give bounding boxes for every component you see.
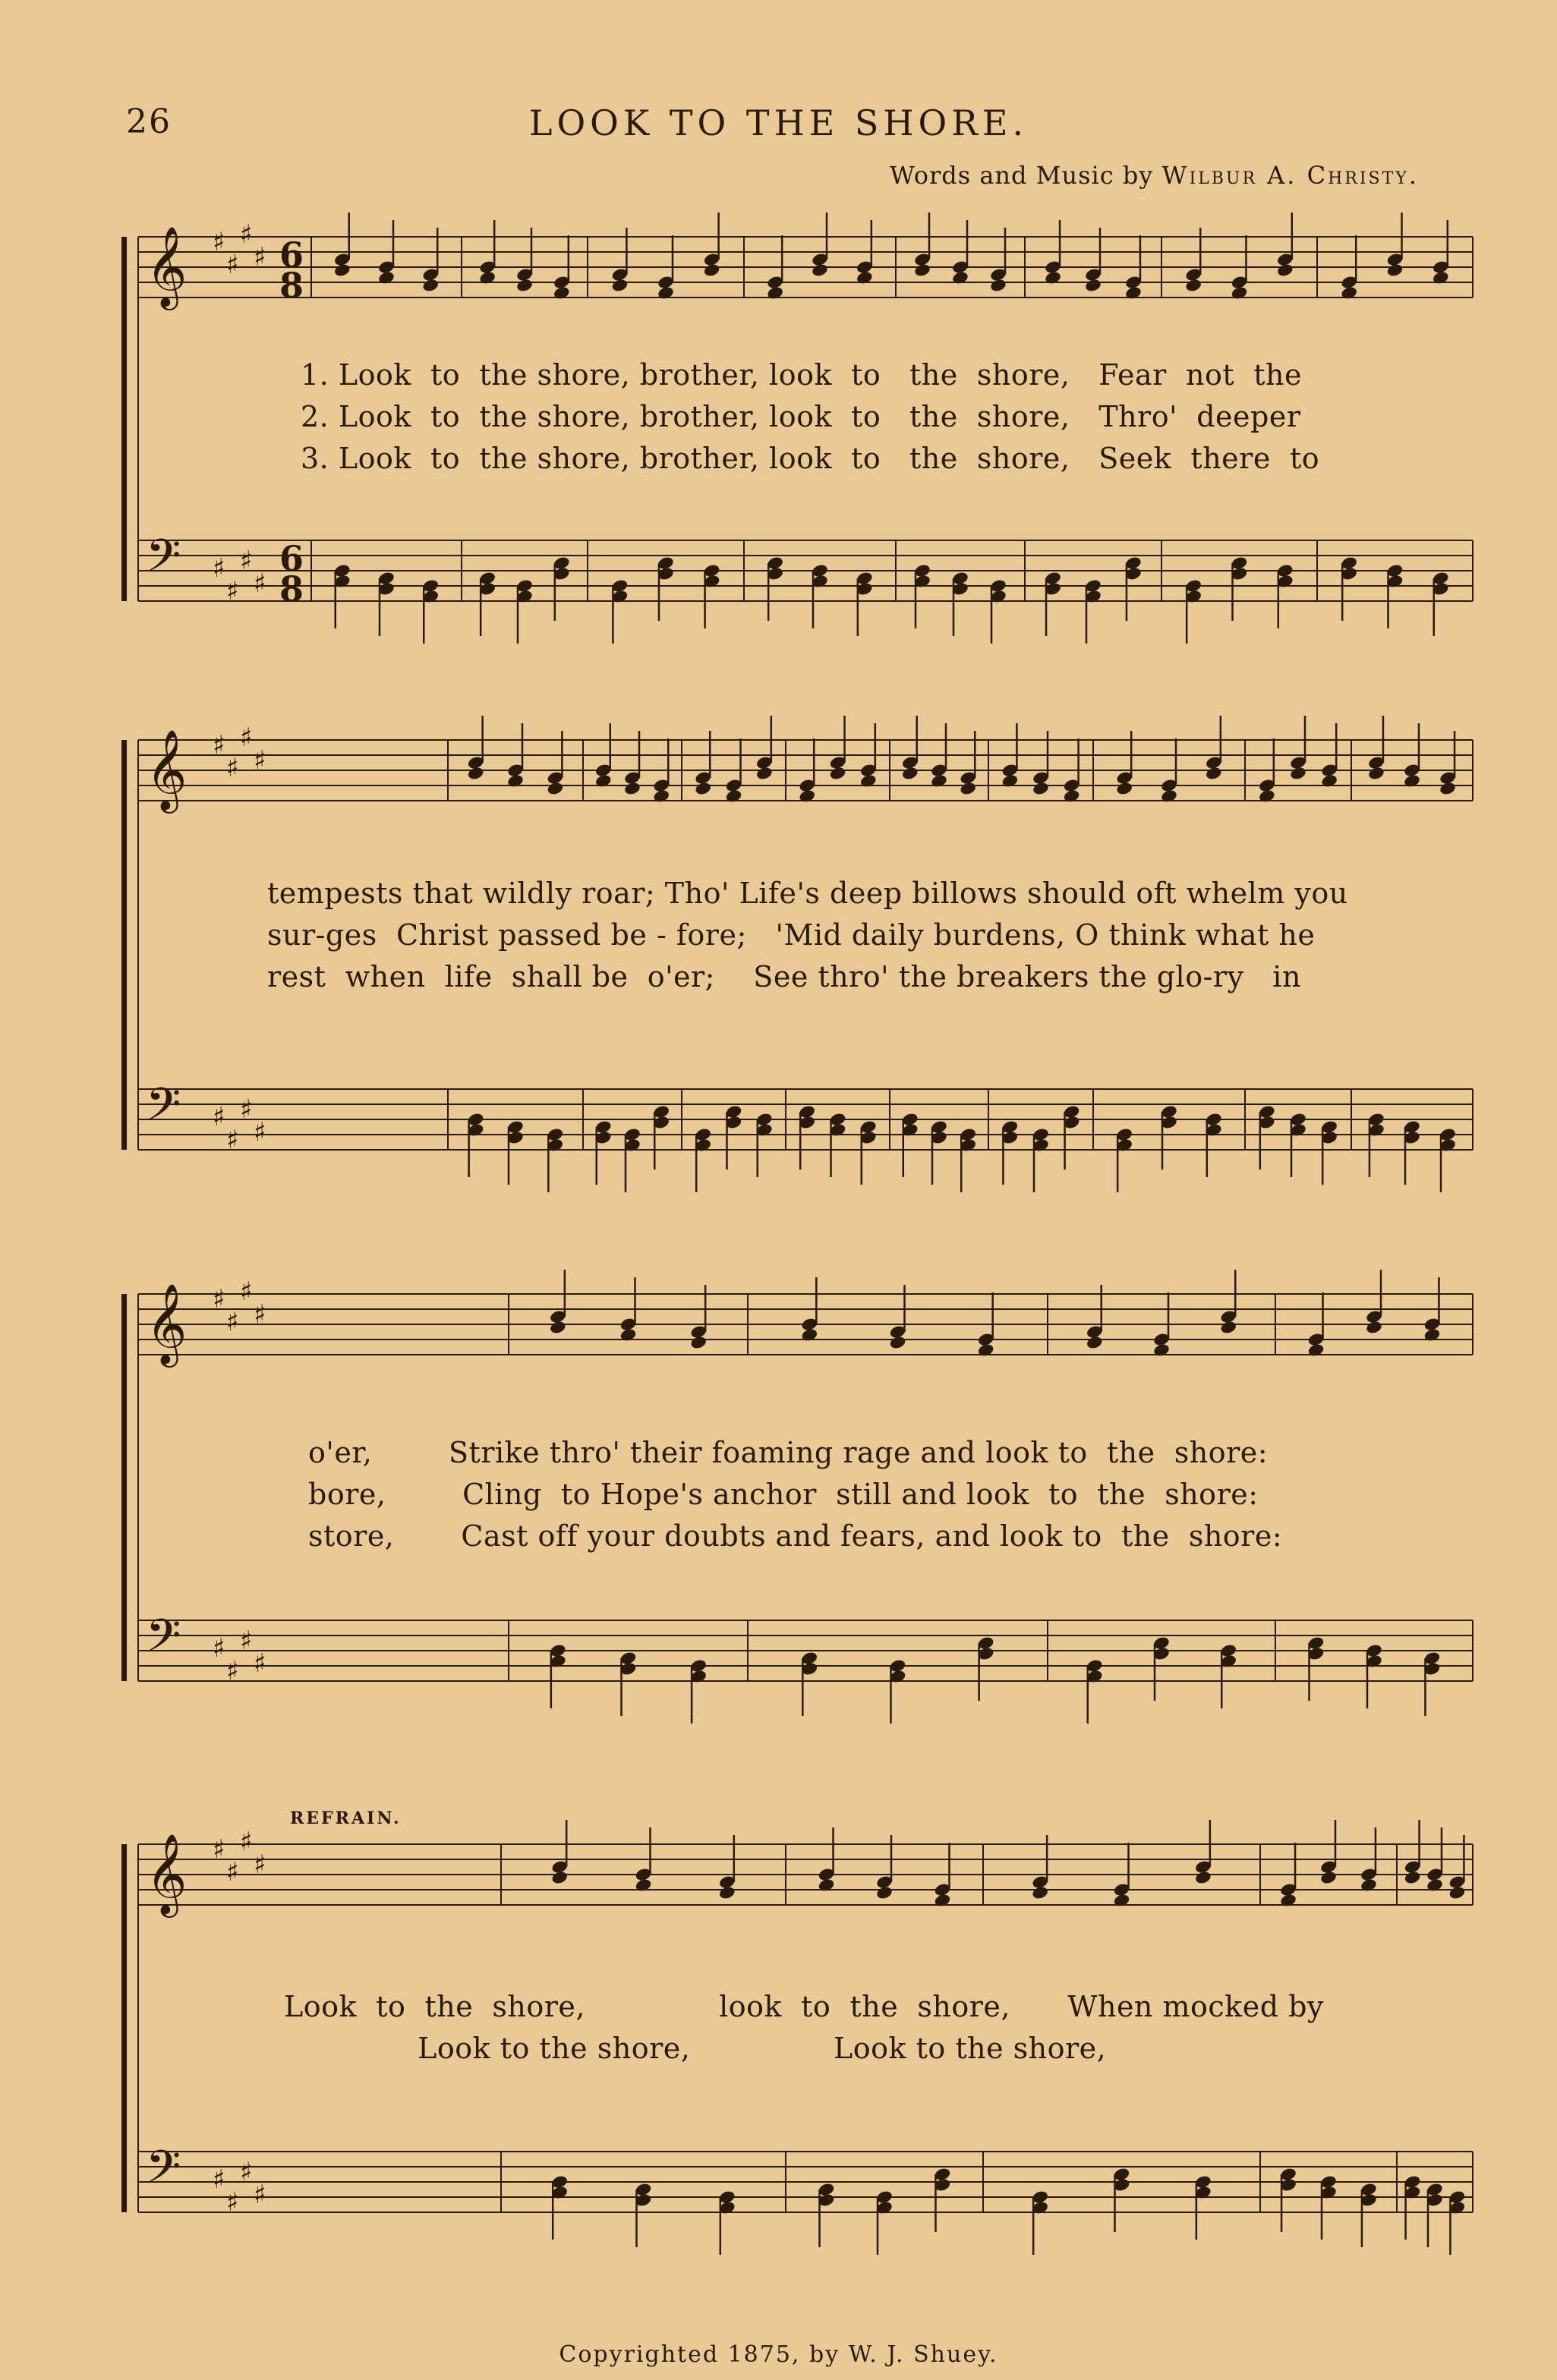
note-head <box>694 781 712 796</box>
lyric-line: Look to the shore, Look to the shore, <box>284 2032 1107 2065</box>
lyric-line: 1. Look to the shore, brother, look to the shore, Fear not the <box>301 358 1303 392</box>
note-head <box>1115 781 1133 796</box>
lyric-line: bore, Cling to Hope's anchor still and look to the shore: <box>308 1478 1259 1511</box>
note-head <box>333 263 351 278</box>
score-system-2 <box>121 722 1480 1184</box>
sharp-sign: ♯ <box>240 722 253 753</box>
sharp-sign: ♯ <box>226 1857 239 1887</box>
music-system-3 <box>121 1260 1480 1715</box>
copyright-notice: Copyrighted 1875, by W. J. Shuey. <box>559 2341 998 2368</box>
note-head <box>547 781 565 796</box>
treble-clef: 𝄞 <box>146 225 188 307</box>
lyric-line: store, Cast off your doubts and fears, and look to the shore: <box>308 1519 1283 1553</box>
lyric-line: 2. Look to the shore, brother, look to the shore, Thro' deeper <box>301 400 1301 433</box>
sharp-sign: ♯ <box>254 745 266 776</box>
note-head <box>1439 781 1457 796</box>
music-system-4 <box>121 1791 1480 2246</box>
note-head <box>913 263 931 278</box>
note-head <box>1219 1320 1237 1335</box>
bass-clef: 𝄢 <box>146 2140 181 2204</box>
sharp-sign: ♯ <box>240 2157 253 2187</box>
page-number: 26 <box>126 102 172 141</box>
sharp-sign: ♯ <box>226 1656 239 1686</box>
note-head <box>1205 766 1223 781</box>
note-head <box>703 263 721 278</box>
music-system-2 <box>121 722 1480 1184</box>
note-head <box>1386 263 1404 278</box>
bass-clef: 𝄢 <box>146 1078 181 1141</box>
sharp-sign: ♯ <box>213 1284 225 1314</box>
sharp-sign: ♯ <box>213 1633 225 1664</box>
sharp-sign: ♯ <box>226 2187 239 2218</box>
note-head <box>549 1320 567 1335</box>
sharp-sign: ♯ <box>254 1299 266 1330</box>
note-head <box>889 1335 907 1350</box>
note-head <box>1086 1335 1104 1350</box>
note-head <box>1367 766 1385 781</box>
sharp-sign: ♯ <box>226 576 239 606</box>
sharp-sign: ♯ <box>240 1277 253 1307</box>
note-head <box>959 781 977 796</box>
sharp-sign: ♯ <box>213 553 225 584</box>
system-bracket <box>121 237 127 601</box>
treble-clef: 𝄞 <box>146 1283 188 1364</box>
note-head <box>901 766 919 781</box>
lyric-line: Look to the shore, look to the shore, When mocked by <box>284 1990 1324 2023</box>
note-head <box>1404 1870 1422 1885</box>
note-head <box>1289 766 1307 781</box>
note-head <box>467 766 485 781</box>
time-signature-top: 6 <box>279 235 304 275</box>
note-head <box>829 766 847 781</box>
sharp-sign: ♯ <box>213 1834 225 1865</box>
credit-prefix: Words and Music by <box>889 161 1154 190</box>
lyric-line: tempests that wildly roar; Tho' Life's deep billows should oft whelm you <box>267 877 1348 910</box>
sharp-sign: ♯ <box>240 1827 253 1857</box>
song-title: LOOK TO THE SHORE. <box>528 102 1029 143</box>
note-head <box>1365 1320 1383 1335</box>
sharp-sign: ♯ <box>240 1626 253 1656</box>
credit-author: Wilbur A. Christy. <box>1161 161 1419 190</box>
bass-clef: 𝄢 <box>146 529 181 593</box>
note-head <box>1032 781 1050 796</box>
sharp-sign: ♯ <box>254 242 266 272</box>
music-system-1 <box>121 214 1480 639</box>
note-head <box>718 1885 736 1900</box>
note-head <box>755 766 774 781</box>
treble-clef: 𝄞 <box>146 1833 188 1914</box>
time-signature-bottom: 8 <box>279 265 304 306</box>
note-head <box>1031 1885 1049 1900</box>
sharp-sign: ♯ <box>240 1094 253 1125</box>
sharp-sign: ♯ <box>240 546 253 576</box>
note-head <box>689 1335 708 1350</box>
sharp-sign: ♯ <box>213 227 225 257</box>
note-head <box>989 278 1007 293</box>
note-head <box>421 278 440 293</box>
credit-line <box>890 161 1419 190</box>
sharp-sign: ♯ <box>254 2180 266 2210</box>
lyric-line: o'er, Strike thro' their foaming rage and look to the shore: <box>308 1436 1269 1469</box>
bass-clef: 𝄢 <box>146 1609 181 1673</box>
sharp-sign: ♯ <box>226 1125 239 1155</box>
note-head <box>1194 1870 1212 1885</box>
sharp-sign: ♯ <box>240 219 253 250</box>
time-signature-bottom: 8 <box>279 568 304 609</box>
sharp-sign: ♯ <box>213 1102 225 1132</box>
note-head <box>1276 263 1294 278</box>
system-bracket <box>121 1844 127 2212</box>
time-signature-top: 6 <box>279 538 304 579</box>
refrain-label: REFRAIN. <box>290 1809 402 1828</box>
lyric-line: rest when life shall be o'er; See thro' the breakers the glo-ry in <box>267 960 1301 993</box>
note-head <box>611 278 629 293</box>
sharp-sign: ♯ <box>254 1648 266 1679</box>
system-bracket <box>121 740 127 1150</box>
sharp-sign: ♯ <box>213 2164 225 2195</box>
lyric-line: 3. Look to the shore, brother, look to the shore, Seek there to <box>301 442 1320 475</box>
sharp-sign: ♯ <box>226 753 239 783</box>
note-head <box>811 263 829 278</box>
note-head <box>550 1870 569 1885</box>
note-head <box>515 278 534 293</box>
sharp-sign: ♯ <box>254 568 266 599</box>
note-head <box>1084 278 1102 293</box>
note-head <box>1319 1870 1338 1885</box>
note-head <box>1448 1885 1467 1900</box>
note-head <box>875 1885 894 1900</box>
note-head <box>623 781 641 796</box>
sharp-sign: ♯ <box>254 1117 266 1148</box>
note-head <box>1184 278 1202 293</box>
sharp-sign: ♯ <box>213 730 225 760</box>
sharp-sign: ♯ <box>226 250 239 280</box>
lyric-line: sur-ges Christ passed be - fore; 'Mid daily burdens, O think what he <box>267 918 1316 952</box>
treble-clef: 𝄞 <box>146 729 188 810</box>
system-bracket <box>121 1294 127 1681</box>
sharp-sign: ♯ <box>226 1307 239 1337</box>
sharp-sign: ♯ <box>254 1850 266 1880</box>
